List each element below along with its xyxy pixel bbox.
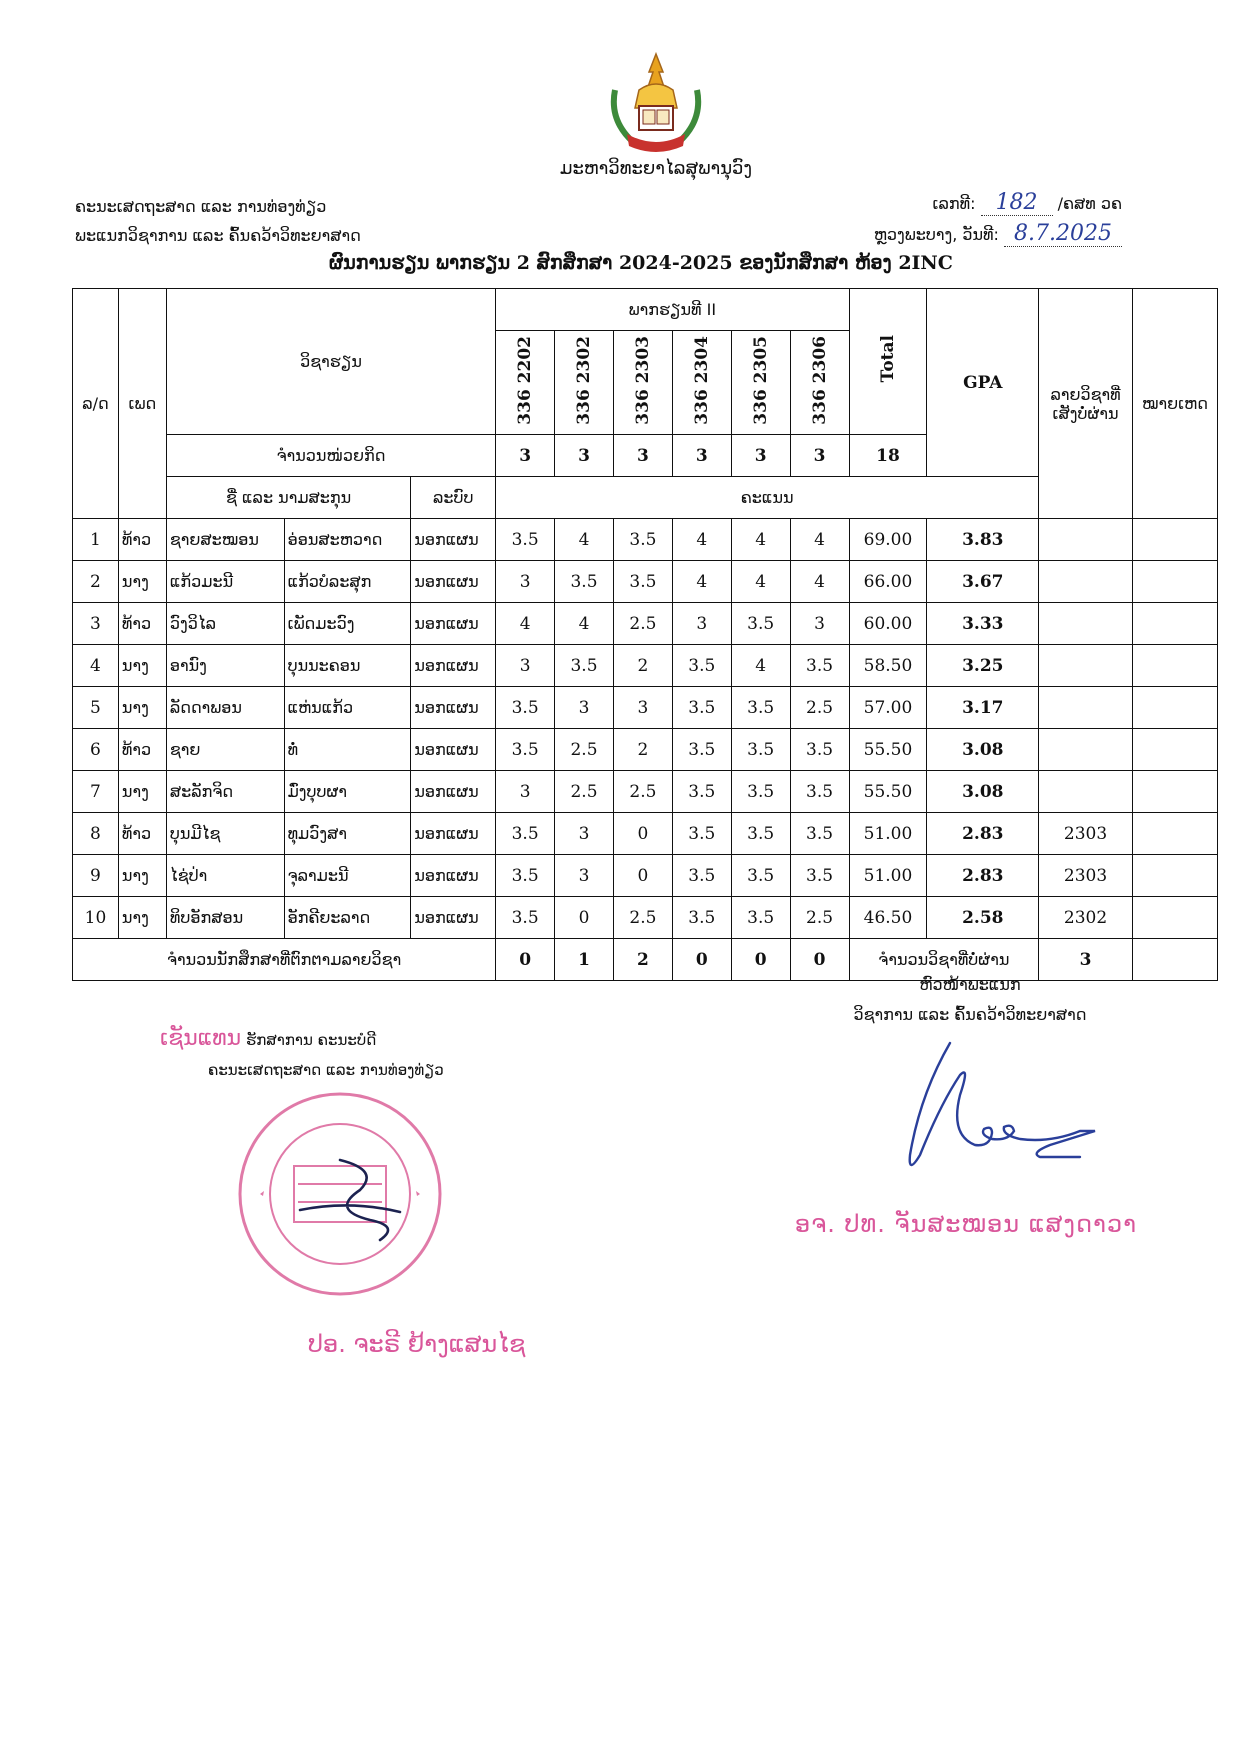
- row-score: 3.5: [496, 729, 555, 771]
- row-score: 4: [555, 603, 614, 645]
- fail-count: 0: [672, 939, 731, 981]
- row-gender: ນາງ: [118, 561, 166, 603]
- row-failed-code: [1039, 771, 1133, 813]
- row-no: 4: [73, 645, 119, 687]
- row-score: 3.5: [790, 855, 849, 897]
- row-total: 55.50: [849, 729, 927, 771]
- row-first-name: ອານົງ: [166, 645, 284, 687]
- table-row: [73, 771, 1218, 813]
- right-signatory: [820, 970, 1120, 1030]
- row-score: 2.5: [613, 897, 672, 939]
- row-score: 3.5: [555, 645, 614, 687]
- row-failed-code: [1039, 645, 1133, 687]
- row-last-name: ທໍ່: [284, 729, 411, 771]
- row-score: 3: [672, 603, 731, 645]
- row-total: 46.50: [849, 897, 927, 939]
- row-total: 51.00: [849, 855, 927, 897]
- row-no: 6: [73, 729, 119, 771]
- row-no: 3: [73, 603, 119, 645]
- university-logo: [601, 50, 711, 158]
- row-type: ນອກແຜນ: [411, 897, 496, 939]
- row-gpa: 3.33: [927, 603, 1039, 645]
- row-gpa: 3.25: [927, 645, 1039, 687]
- row-total: 51.00: [849, 813, 927, 855]
- row-score: 3: [496, 771, 555, 813]
- row-score: 3.5: [496, 687, 555, 729]
- date-label: ຫຼວງພະບາງ, ວັນທີ:: [873, 225, 999, 244]
- header-score: ຄະແນນ: [496, 477, 1039, 519]
- row-no: 7: [73, 771, 119, 813]
- row-score: 0: [613, 813, 672, 855]
- fail-count: 0: [790, 939, 849, 981]
- credit-value: 3: [672, 435, 731, 477]
- row-failed-code: [1039, 519, 1133, 561]
- row-score: 2: [613, 645, 672, 687]
- document-number-suffix: /ຄສທ ວຄ: [1057, 194, 1122, 213]
- row-type: ນອກແຜນ: [411, 561, 496, 603]
- header-no: ລ/ດ: [73, 289, 119, 519]
- right-signatory-name: ອຈ. ປທ. ຈັນສະໝອນ ແສງດາວາ: [795, 1210, 1138, 1238]
- row-gpa: 3.67: [927, 561, 1039, 603]
- row-remark: [1132, 645, 1217, 687]
- row-score: 4: [672, 561, 731, 603]
- table-row: [73, 519, 1218, 561]
- credit-value: 3: [496, 435, 555, 477]
- row-score: 4: [731, 561, 790, 603]
- row-last-name: ທຸມວົງສາ: [284, 813, 411, 855]
- row-score: 3.5: [731, 855, 790, 897]
- row-score: 3.5: [496, 519, 555, 561]
- header-total: Total: [849, 289, 927, 435]
- row-first-name: ລັດດາພອນ: [166, 687, 284, 729]
- row-score: 3.5: [731, 897, 790, 939]
- row-first-name: ທິບອັກສອນ: [166, 897, 284, 939]
- row-score: 3.5: [613, 519, 672, 561]
- row-no: 2: [73, 561, 119, 603]
- endorse-label: ເຊັນແທນ: [160, 1026, 242, 1051]
- row-score: 4: [496, 603, 555, 645]
- row-score: 4: [731, 519, 790, 561]
- fail-count: 2: [613, 939, 672, 981]
- row-first-name: ແກ້ວມະນີ: [166, 561, 284, 603]
- header-remark: ໝາຍເຫດ: [1132, 289, 1217, 519]
- credit-total: 18: [849, 435, 927, 477]
- row-total: 66.00: [849, 561, 927, 603]
- document-number-label: ເລກທີ:: [932, 194, 976, 213]
- university-name: ມະຫາວິທະຍາໄລສຸພານຸວົງ: [559, 158, 753, 179]
- row-gender: ນາງ: [118, 771, 166, 813]
- table-row: [73, 687, 1218, 729]
- row-score: 4: [555, 519, 614, 561]
- row-gender: ນາງ: [118, 897, 166, 939]
- row-first-name: ວົງວິໄລ: [166, 603, 284, 645]
- table-row: [73, 645, 1218, 687]
- document-date: [874, 221, 1122, 247]
- row-gpa: 3.08: [927, 729, 1039, 771]
- row-last-name: ເພັດມະວົງ: [284, 603, 411, 645]
- subject-code-2: 336 2302: [555, 331, 614, 435]
- header-gpa: GPA: [927, 289, 1039, 477]
- header-subject: ວິຊາຮຽນ: [166, 289, 495, 435]
- row-type: ນອກແຜນ: [411, 645, 496, 687]
- row-score: 3: [790, 603, 849, 645]
- subject-code-5: 336 2305: [731, 331, 790, 435]
- header-semester: ພາກຮຽນທີ II: [496, 289, 849, 331]
- row-no: 5: [73, 687, 119, 729]
- row-score: 3.5: [790, 771, 849, 813]
- handwritten-signature: [880, 1035, 1120, 1195]
- row-score: 3.5: [496, 855, 555, 897]
- row-last-name: ຈຸລາມະນີ: [284, 855, 411, 897]
- endorser-signature: [280, 1150, 420, 1250]
- left-title-2: ຄະນະເສດຖະສາດ ແລະ ການທ່ອງທ່ຽວ: [208, 1061, 444, 1079]
- row-score: 3.5: [672, 771, 731, 813]
- row-score: 4: [731, 645, 790, 687]
- row-remark: [1132, 771, 1217, 813]
- row-gpa: 3.08: [927, 771, 1039, 813]
- row-score: 2.5: [555, 729, 614, 771]
- row-score: 4: [672, 519, 731, 561]
- row-score: 4: [790, 561, 849, 603]
- row-remark: [1132, 687, 1217, 729]
- subject-code-1: 336 2202: [496, 331, 555, 435]
- header-type: ລະບົບ: [411, 477, 496, 519]
- row-score: 2.5: [613, 603, 672, 645]
- row-score: 3: [613, 687, 672, 729]
- row-gender: ທ້າວ: [118, 519, 166, 561]
- row-score: 3.5: [672, 687, 731, 729]
- row-last-name: ແຫ່ນແກ້ວ: [284, 687, 411, 729]
- header-failed-code: ລາຍວິຊາທີ່ເສັງບໍ່ຜ່ານ: [1039, 289, 1133, 519]
- right-title-2: ວິຊາການ ແລະ ຄົ້ນຄວ້າວິທະຍາສາດ: [853, 1005, 1087, 1024]
- row-score: 3.5: [496, 897, 555, 939]
- row-score: 3: [496, 561, 555, 603]
- left-signatory-name: ປອ. ຈະຣີ ຢ້າງແສນໄຊ: [308, 1330, 526, 1358]
- table-row: [73, 897, 1218, 939]
- header-gender: ເພດ: [118, 289, 166, 519]
- row-last-name: ອັກຄີຍະລາດ: [284, 897, 411, 939]
- row-type: ນອກແຜນ: [411, 813, 496, 855]
- credit-value: 3: [613, 435, 672, 477]
- row-type: ນອກແຜນ: [411, 771, 496, 813]
- row-gender: ທ້າວ: [118, 603, 166, 645]
- row-score: 0: [555, 897, 614, 939]
- failed-subjects-label: ຈຳນວນວິຊາທີ່ບໍ່ຜ່ານ: [849, 939, 1039, 981]
- row-score: 3.5: [731, 813, 790, 855]
- row-total: 57.00: [849, 687, 927, 729]
- row-total: 69.00: [849, 519, 927, 561]
- failed-subjects-value: 3: [1039, 939, 1133, 981]
- table-row: [73, 603, 1218, 645]
- results-table: [72, 288, 1218, 981]
- row-score: 3.5: [672, 645, 731, 687]
- subject-code-3: 336 2303: [613, 331, 672, 435]
- row-score: 3.5: [790, 729, 849, 771]
- row-remark: [1132, 561, 1217, 603]
- row-score: 2.5: [555, 771, 614, 813]
- row-gender: ທ້າວ: [118, 729, 166, 771]
- row-gpa: 2.83: [927, 813, 1039, 855]
- row-remark: [1132, 603, 1217, 645]
- row-last-name: ມົ່ງບຸບຜາ: [284, 771, 411, 813]
- row-gpa: 2.83: [927, 855, 1039, 897]
- row-type: ນອກແຜນ: [411, 603, 496, 645]
- document-number: [932, 190, 1122, 216]
- row-score: 3.5: [790, 813, 849, 855]
- row-first-name: ຊາຍ: [166, 729, 284, 771]
- row-score: 4: [790, 519, 849, 561]
- summary-remark: [1132, 939, 1217, 981]
- row-remark: [1132, 519, 1217, 561]
- row-failed-code: [1039, 729, 1133, 771]
- row-no: 9: [73, 855, 119, 897]
- row-last-name: ແກ້ວບໍລະສຸກ: [284, 561, 411, 603]
- document-title: ຜົນການຮຽນ ພາກຮຽນ 2 ສົກສຶກສາ 2024-2025 ຂອງນັກສຶກສາ ຫ້ອງ 2INC: [329, 252, 953, 274]
- row-score: 2.5: [613, 771, 672, 813]
- row-remark: [1132, 729, 1217, 771]
- row-failed-code: 2303: [1039, 813, 1133, 855]
- row-type: ນອກແຜນ: [411, 855, 496, 897]
- row-failed-code: [1039, 561, 1133, 603]
- row-score: 2.5: [790, 687, 849, 729]
- left-signatory: [160, 1024, 444, 1085]
- row-score: 3.5: [790, 645, 849, 687]
- row-gpa: 2.58: [927, 897, 1039, 939]
- fail-count: 0: [731, 939, 790, 981]
- row-failed-code: 2302: [1039, 897, 1133, 939]
- row-gender: ນາງ: [118, 687, 166, 729]
- row-type: ນອກແຜນ: [411, 519, 496, 561]
- row-total: 60.00: [849, 603, 927, 645]
- row-total: 58.50: [849, 645, 927, 687]
- row-no: 1: [73, 519, 119, 561]
- row-score: 2.5: [790, 897, 849, 939]
- row-score: 3.5: [613, 561, 672, 603]
- row-score: 3.5: [672, 855, 731, 897]
- row-score: 3.5: [672, 729, 731, 771]
- row-score: 0: [613, 855, 672, 897]
- row-score: 3.5: [731, 687, 790, 729]
- table-row: [73, 729, 1218, 771]
- row-failed-code: [1039, 603, 1133, 645]
- faculty-name: ຄະນະເສດຖະສາດ ແລະ ການທ່ອງທ່ຽວ: [75, 197, 327, 216]
- row-score: 3.5: [496, 813, 555, 855]
- row-failed-code: [1039, 687, 1133, 729]
- row-first-name: ບຸນມີໄຊ: [166, 813, 284, 855]
- subject-code-6: 336 2306: [790, 331, 849, 435]
- date-value: 8.7.2025: [1014, 221, 1112, 246]
- row-first-name: ຊາຍສະໝອນ: [166, 519, 284, 561]
- fail-count: 1: [555, 939, 614, 981]
- credit-label: ຈຳນວນໜ່ວຍກິດ: [166, 435, 495, 477]
- right-title-1: ຫົວໜ້າພະແນກ: [919, 975, 1021, 994]
- subject-code-4: 336 2304: [672, 331, 731, 435]
- row-remark: [1132, 813, 1217, 855]
- row-last-name: ບຸນນະຄອນ: [284, 645, 411, 687]
- document-number-value: 182: [995, 190, 1038, 215]
- row-type: ນອກແຜນ: [411, 687, 496, 729]
- fail-count: 0: [496, 939, 555, 981]
- row-no: 8: [73, 813, 119, 855]
- left-title-1: ຮັກສາການ ຄະນະບໍດີ: [245, 1031, 377, 1049]
- row-first-name: ສະລັກຈິດ: [166, 771, 284, 813]
- row-remark: [1132, 855, 1217, 897]
- row-first-name: ໄຊ່ປ່າ: [166, 855, 284, 897]
- header-name: ຊື່ ແລະ ນາມສະກຸນ: [166, 477, 410, 519]
- row-score: 3.5: [731, 771, 790, 813]
- row-gender: ທ້າວ: [118, 813, 166, 855]
- row-total: 55.50: [849, 771, 927, 813]
- department-name: ພະແນກວິຊາການ ແລະ ຄົ້ນຄວ້າວິທະຍາສາດ: [75, 226, 361, 245]
- row-failed-code: 2303: [1039, 855, 1133, 897]
- row-score: 3.5: [672, 897, 731, 939]
- credit-value: 3: [790, 435, 849, 477]
- row-gpa: 3.83: [927, 519, 1039, 561]
- row-score: 3.5: [555, 561, 614, 603]
- row-gender: ນາງ: [118, 855, 166, 897]
- row-remark: [1132, 897, 1217, 939]
- row-score: 3.5: [672, 813, 731, 855]
- row-no: 10: [73, 897, 119, 939]
- row-type: ນອກແຜນ: [411, 729, 496, 771]
- row-gender: ນາງ: [118, 645, 166, 687]
- row-score: 3: [555, 687, 614, 729]
- row-score: 2: [613, 729, 672, 771]
- credit-value: 3: [731, 435, 790, 477]
- table-row: [73, 855, 1218, 897]
- row-last-name: ອ່ອນສະຫວາດ: [284, 519, 411, 561]
- row-score: 3.5: [731, 603, 790, 645]
- row-score: 3: [555, 855, 614, 897]
- row-gpa: 3.17: [927, 687, 1039, 729]
- row-score: 3.5: [731, 729, 790, 771]
- fail-count-label: ຈຳນວນນັກສຶກສາທີ່ຕົກຕາມລາຍວິຊາ: [73, 939, 496, 981]
- row-score: 3: [555, 813, 614, 855]
- credit-value: 3: [555, 435, 614, 477]
- row-score: 3: [496, 645, 555, 687]
- table-row: [73, 813, 1218, 855]
- table-row: [73, 561, 1218, 603]
